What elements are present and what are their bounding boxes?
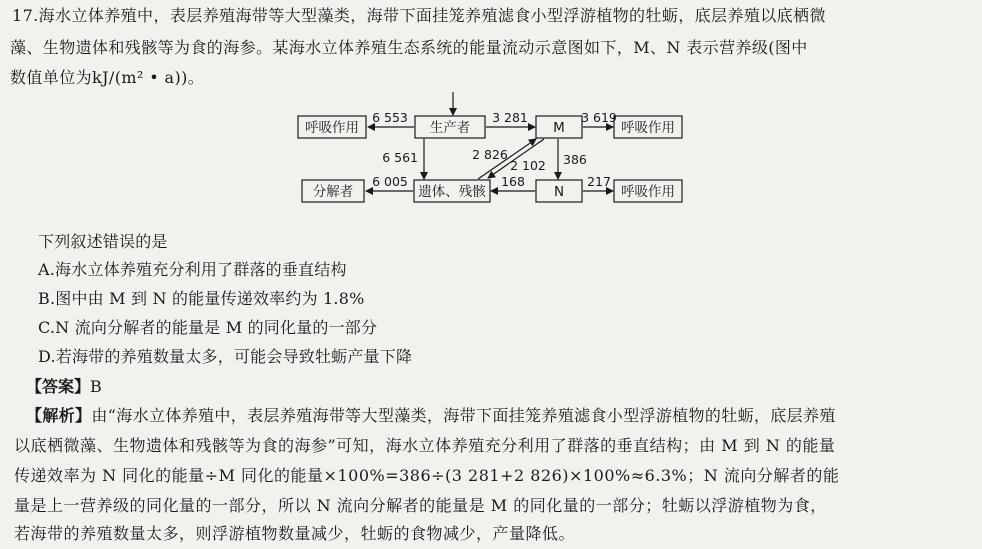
- analysis-line-2: 以底栖微藻、生物遗体和残骸等为食的海参”可知，海水立体养殖充分利用了群落的垂直结构；由 M 到 N 的能量: [14, 436, 836, 455]
- m-label: M: [553, 120, 565, 136]
- value-remains-decomposer: 6 005: [372, 174, 408, 189]
- analysis-line-3: 传递效率为 N 同化的能量÷M 同化的能量×100%=386÷(3 281+2 826)×100%≈6.3%；N 流向分解者的能: [14, 466, 840, 485]
- value-remains-m: 2 826: [472, 147, 508, 162]
- n-label: N: [553, 184, 565, 200]
- analysis-line-1: [26, 406, 836, 426]
- question-line-3: 数值单位为kJ/(m² • a))。: [10, 68, 205, 87]
- value-m-resp: 3 619: [581, 110, 617, 125]
- option-c: C.N 流向分解者的能量是 M 的同化量的一部分: [38, 318, 378, 337]
- decomposer-label: 分解者: [312, 184, 354, 200]
- answer-value: B: [90, 377, 102, 396]
- respiration-label-1: 呼吸作用: [305, 120, 359, 136]
- analysis-line-4: 量是上一营养级的同化量的一部分，所以 N 流向分解者的能量是 M 的同化量的一部分；牡蛎以浮游植物为食，: [14, 496, 827, 515]
- value-m-n: 386: [563, 152, 587, 167]
- answer-line: [26, 377, 102, 397]
- option-d: D.若海带的养殖数量太多，可能会导致牡蛎产量下降: [38, 347, 413, 366]
- value-producer-m: 3 281: [492, 110, 528, 125]
- question-line-1: 17.海水立体养殖中，表层养殖海带等大型藻类，海带下面挂笼养殖滤食小型浮游植物的牡蛎，底层养殖以底栖微: [12, 6, 826, 25]
- analysis-label: 【解析】: [26, 406, 92, 425]
- option-b: B.图中由 M 到 N 的能量传递效率约为 1.8%: [38, 289, 365, 308]
- remains-label: 遗体、残骸: [418, 184, 486, 200]
- option-a: A.海水立体养殖充分利用了群落的垂直结构: [38, 260, 347, 279]
- value-n-resp: 217: [587, 174, 611, 189]
- analysis-text-first: 由“海水立体养殖中，表层养殖海带等大型藻类，海带下面挂笼养殖滤食小型浮游植物的牡蛎，底层养殖: [91, 406, 836, 425]
- producer-label: 生产者: [429, 120, 471, 136]
- energy-flow-diagram: [290, 92, 710, 216]
- value-producer-resp: 6 553: [372, 110, 408, 125]
- answer-label: 【答案】: [26, 377, 91, 396]
- analysis-line-5: 若海带的养殖数量太多，则浮游植物数量减少，牡蛎的食物减少，产量降低。: [14, 524, 576, 543]
- value-m-remains: 2 102: [510, 158, 546, 173]
- value-n-remains: 168: [501, 174, 525, 189]
- respiration-label-2: 呼吸作用: [621, 120, 675, 136]
- respiration-label-3: 呼吸作用: [621, 184, 675, 200]
- question-line-2: 藻、生物遗体和残骸等为食的海参。某海水立体养殖生态系统的能量流动示意图如下，M、N 表示营养级(图中: [10, 38, 808, 57]
- value-producer-remains: 6 561: [382, 150, 418, 165]
- question-prompt: 下列叙述错误的是: [38, 232, 168, 251]
